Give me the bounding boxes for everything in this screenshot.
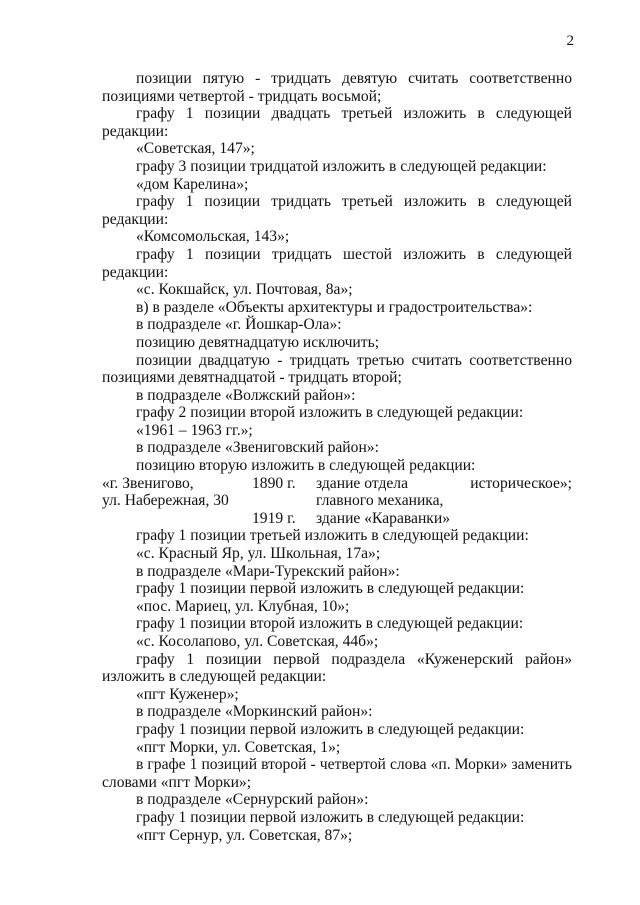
table-cell: 1890 г.	[252, 474, 296, 492]
table-row	[102, 475, 572, 493]
text-line: позиции пятую - тридцать девятую считать соответственно	[136, 70, 572, 87]
text-line: в подразделе «Волжский район»:	[136, 386, 356, 404]
text-line: «пос. Мариец, ул. Клубная, 10»;	[136, 597, 350, 615]
table-cell: здание «Караванки»	[316, 509, 451, 527]
table-cell: ул. Набережная, 30	[102, 492, 229, 510]
text-line: в) в разделе «Объекты архитектуры и градостроительства»:	[136, 298, 533, 316]
table-row	[102, 510, 572, 528]
text-line: «пгт Морки, ул. Советская, 1»;	[136, 738, 341, 756]
text-line: редакции:	[102, 210, 169, 228]
text-line: позицию вторую изложить в следующей редакции:	[136, 457, 476, 475]
text-line: «с. Косолапово, ул. Советская, 44б»;	[136, 633, 379, 650]
text-line: в графе 1 позиций второй - четвертой слова «п. Морки» заменить	[136, 756, 572, 774]
text-line: графу 2 позиции второй изложить в следующей редакции:	[136, 404, 524, 422]
text-line: «Советская, 147»;	[136, 140, 255, 158]
text-line: в подразделе «Моркинский район»:	[136, 703, 373, 721]
text-line: графу 1 позиции первой подраздела «Куженерский район»	[136, 650, 572, 668]
text-line: графу 1 позиции второй изложить в следующей редакции:	[136, 615, 524, 633]
text-line: графу 1 позиции двадцать третьей изложить в следующей	[136, 105, 572, 123]
page-number: 2	[566, 33, 574, 49]
text-line: позицию девятнадцатую исключить;	[136, 333, 380, 351]
text-line: редакции:	[102, 263, 169, 281]
text-line: в подразделе «Сернурский район»:	[136, 791, 369, 809]
table-cell: 1919 г.	[252, 509, 296, 527]
text-line: позициями четвертой - тридцать восьмой;	[102, 87, 382, 105]
text-line: «1961 – 1963 гг.»;	[136, 421, 253, 439]
text-line: «пгт Куженер»;	[136, 685, 239, 703]
address-table	[102, 475, 572, 528]
text-line: в подразделе «г. Йошкар-Ола»:	[136, 316, 342, 334]
text-line: графу 1 позиции тридцать шестой изложить в следующей	[136, 245, 572, 263]
table-cell: «г. Звенигово,	[102, 474, 194, 492]
table-cell: историческое»;	[470, 474, 572, 492]
text-line: редакции:	[102, 122, 169, 140]
text-line: графу 1 позиции первой изложить в следующей редакции:	[136, 808, 525, 826]
text-line: «с. Кокшайск, ул. Почтовая, 8а»;	[136, 281, 353, 299]
text-line: позиции двадцатую - тридцать третью считать соответственно	[136, 351, 572, 369]
text-line: графу 1 позиции тридцать третьей изложить в следующей	[136, 193, 572, 211]
text-line: «пгт Сернур, ул. Советская, 87»;	[136, 826, 353, 844]
table-row	[102, 492, 572, 510]
text-line: в подразделе «Мари-Турекский район»:	[136, 562, 400, 580]
text-line: графу 1 позиции первой изложить в следующей редакции:	[136, 720, 525, 738]
table-cell: здание отдела	[316, 474, 409, 492]
text-line: «дом Карелина»;	[136, 175, 249, 193]
text-line: «Комсомольская, 143»;	[136, 228, 290, 246]
text-line: графу 3 позиции тридцатой изложить в следующей редакции:	[136, 157, 547, 175]
text-line: графу 1 позиции первой изложить в следующей редакции:	[136, 580, 525, 598]
text-line: в подразделе «Звениговский район»:	[136, 439, 379, 457]
text-line: позициями девятнадцатой - тридцать второй;	[102, 369, 402, 387]
table-cell: главного механика,	[316, 492, 444, 510]
text-line: словами «пгт Морки»;	[102, 773, 252, 791]
text-line: графу 1 позиции третьей изложить в следующей редакции:	[136, 527, 529, 545]
document-body	[102, 70, 572, 844]
text-line: изложить в следующей редакции:	[102, 668, 327, 686]
text-line: «с. Красный Яр, ул. Школьная, 17а»;	[136, 545, 381, 563]
